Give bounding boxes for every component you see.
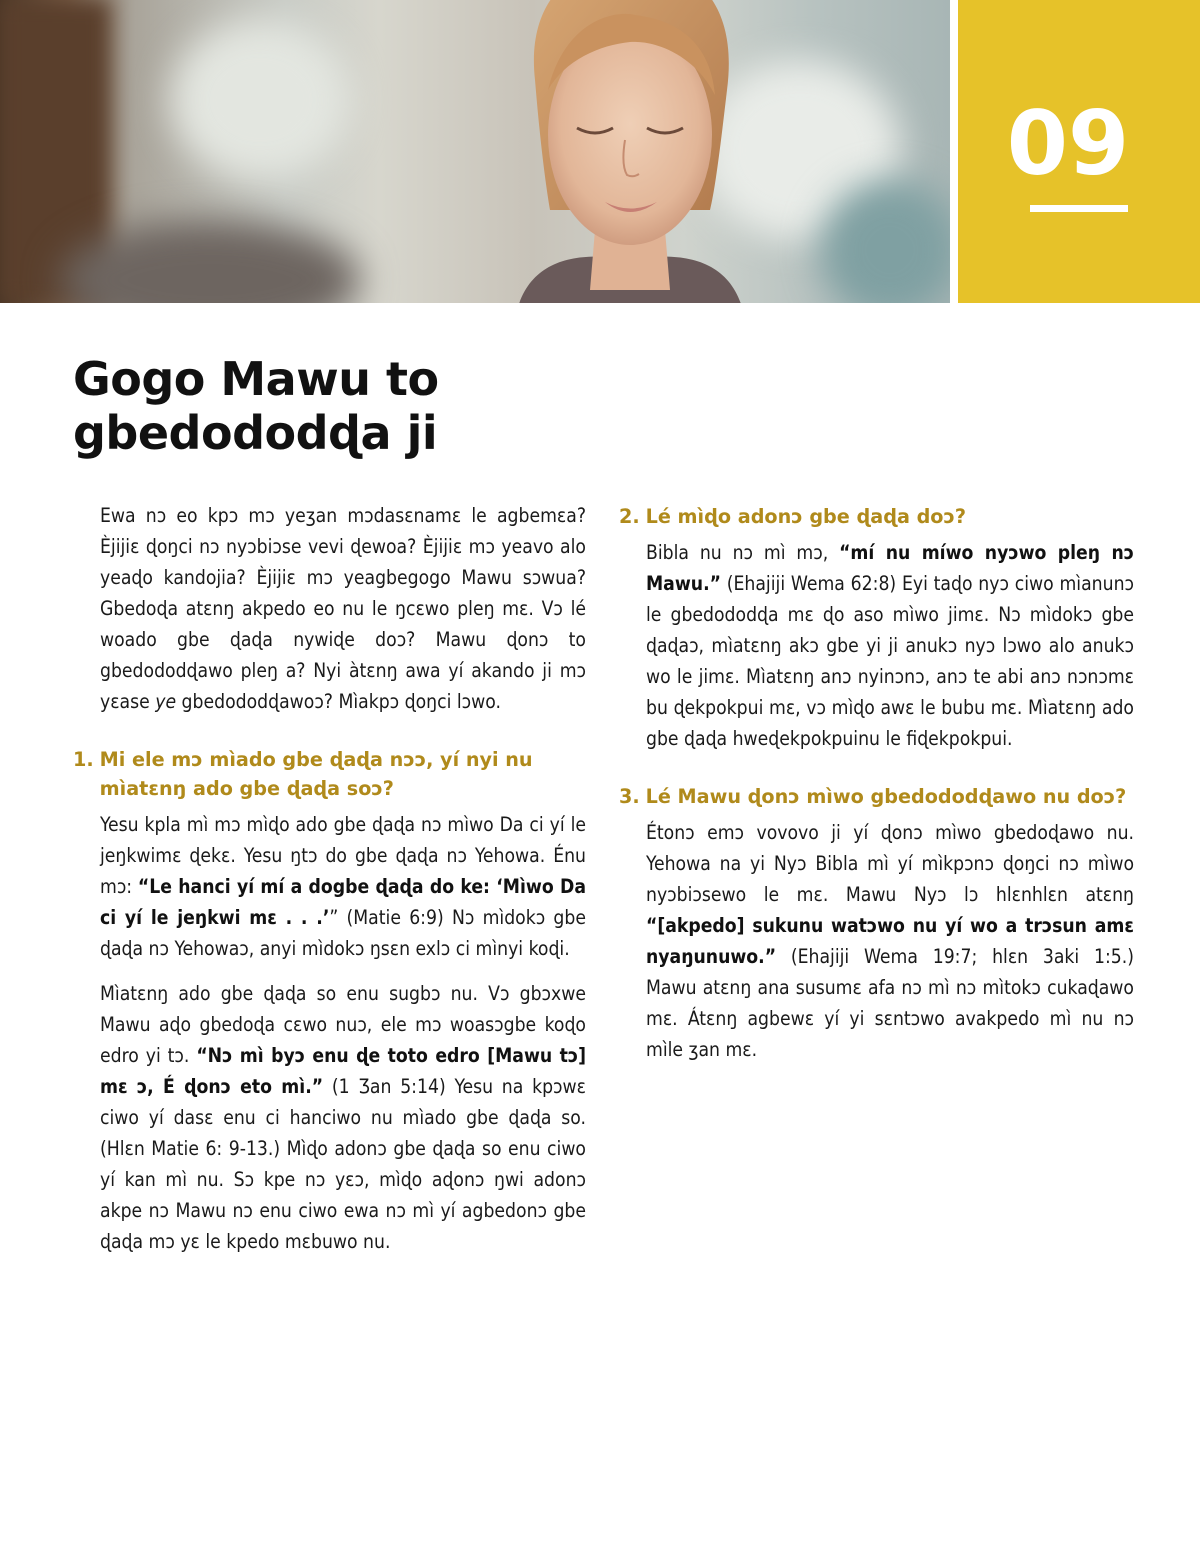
- question-text: Lé mìɖo adonɔ gbe ɖaɖa doɔ?: [645, 505, 966, 528]
- chapter-number: 09: [1006, 92, 1130, 195]
- question-number: 3.: [619, 785, 640, 808]
- question-2-paragraph: Bibla nu nɔ mì mɔ, “mí nu míwo nyɔwo pleŋ nɔ Mawu.” (Ehajiji Wema 62:8) Eyi taɖo nyɔ ciwo mìanunɔ le gbedododɖa mɛ ɖo aso mìwo jimɛ. Nɔ mìdokɔ gbe ɖaɖaɔ, mìatɛnŋ akɔ gbe yi ji anukɔ nyɔ lɔwo alo anukɔ wo le jimɛ. Mìatɛnŋ anɔ nyinɔnɔ, anɔ te abi anɔ nɔnɔmɛ bu ɖekpokpui mɛ, vɔ mìɖo awɛ le bubu mɛ. Mìatɛnŋ ado gbe ɖaɖa hweɖekpokpuinu le fiɖekpokpui.: [646, 541, 1134, 750]
- woman-portrait: [505, 0, 755, 303]
- question-number: 1.: [73, 748, 94, 771]
- left-column: [73, 500, 586, 1271]
- question-1-heading: [73, 745, 586, 803]
- question-3-heading: [619, 782, 1134, 811]
- question-1-paragraph-1: Yesu kpla mì mɔ mìɖo ado gbe ɖaɖa nɔ mìwo Da ci yí le jeŋkwimɛ ɖekɛ. Yesu ŋtɔ do gbe ɖaɖa nɔ Yehowa. Énu mɔ: “Le hanci yí mí a dogbe ɖaɖa do ke: ‘Mìwo Da ci yí le jeŋkwi mɛ . . .’” (Matie 6:9) Nɔ mìdokɔ gbe ɖaɖa nɔ Yehowaɔ, anyi mìdokɔ ŋsɛn exlɔ ci mìnyi koɖi.: [100, 813, 586, 960]
- hero-photo: [0, 0, 950, 303]
- question-2-heading: [619, 502, 1134, 531]
- page-title: [73, 352, 633, 460]
- right-column: [619, 500, 1134, 1079]
- question-text: Lé Mawu ɖonɔ mìwo gbedododɖawo nu doɔ?: [645, 785, 1127, 808]
- title-line-1: Gogo Mawu to: [73, 352, 439, 406]
- chapter-badge: [958, 0, 1200, 303]
- intro-paragraph: Ewa nɔ eo kpɔ mɔ yeʒan mɔdasɛnamɛ le agbemɛa? Èjijiɛ ɖoŋci nɔ nyɔbiɔse vevi ɖewoa? Èjijiɛ mɔ yeavo alo yeaɖo kandojia? Èjijiɛ mɔ yeagbegogo Mawu sɔwua? Gbedoɖa atɛnŋ akpedo eo nu le ŋcɛwo pleŋ mɛ. Vɔ lé woado gbe ɖaɖa nywiɖe doɔ? Mawu ɖonɔ to gbedododɖawo pleŋ a? Nyi àtɛnŋ awa yí akando ji mɔ yɛase ye gbedododɖawoɔ? Mìakpɔ ɖoŋci lɔwo.: [100, 504, 586, 713]
- title-line-2: gbedododɖa ji: [73, 406, 438, 460]
- question-number: 2.: [619, 505, 640, 528]
- badge-underline: [1030, 205, 1128, 212]
- question-text: Mi ele mɔ mìado gbe ɖaɖa nɔɔ, yí nyi nu mìatɛnŋ ado gbe ɖaɖa soɔ?: [99, 748, 533, 800]
- question-1-paragraph-2: Mìatɛnŋ ado gbe ɖaɖa so enu sugbɔ nu. Vɔ gbɔxwe Mawu aɖo gbedoɖa cɛwo nuɔ, ele mɔ woasɔgbe koɖo edro yi tɔ. “Nɔ mì byɔ enu ɖe toto edro [Mawu tɔ] mɛ ɔ, É ɖonɔ eto mì.” (1 Ʒan 5:14) Yesu na kpɔwɛ ciwo yí dasɛ enu ci hanciwo nu mìado gbe ɖaɖa so. (Hlɛn Matie 6: 9-13.) Mìɖo adonɔ gbe ɖaɖa so enu ciwo yí kan mì nu. Sɔ kpe nɔ yɛɔ, mìɖo aɖonɔ ŋwi adonɔ akpe nɔ Mawu nɔ enu ciwo ewa nɔ mì yí agbedonɔ gbe ɖaɖa mɔ yɛ le kpedo mɛbuwo nu.: [100, 982, 586, 1253]
- question-3-paragraph: Étonɔ emɔ vovovo ji yí ɖonɔ mìwo gbedoɖawo nu. Yehowa na yi Nyɔ Bibla mì yí mìkpɔnɔ ɖoŋci nɔ mìwo nyɔbiɔsewo le mɛ. Mawu Nyɔ lɔ hlɛnhlɛn atɛnŋ “[akpedo] sukunu watɔwo nu yí wo a trɔsun amɛ nyaŋunuwo.” (Ehajiji Wema 19:7; hlɛn 3aki 1:5.) Mawu atɛnŋ ana susumɛ afa nɔ mì nɔ mìtokɔ cukaɖawo mɛ. Átɛnŋ agbewɛ yí yi sɛntɔwo avakpedo mì nu nɔ mìle ʒan mɛ.: [646, 821, 1134, 1061]
